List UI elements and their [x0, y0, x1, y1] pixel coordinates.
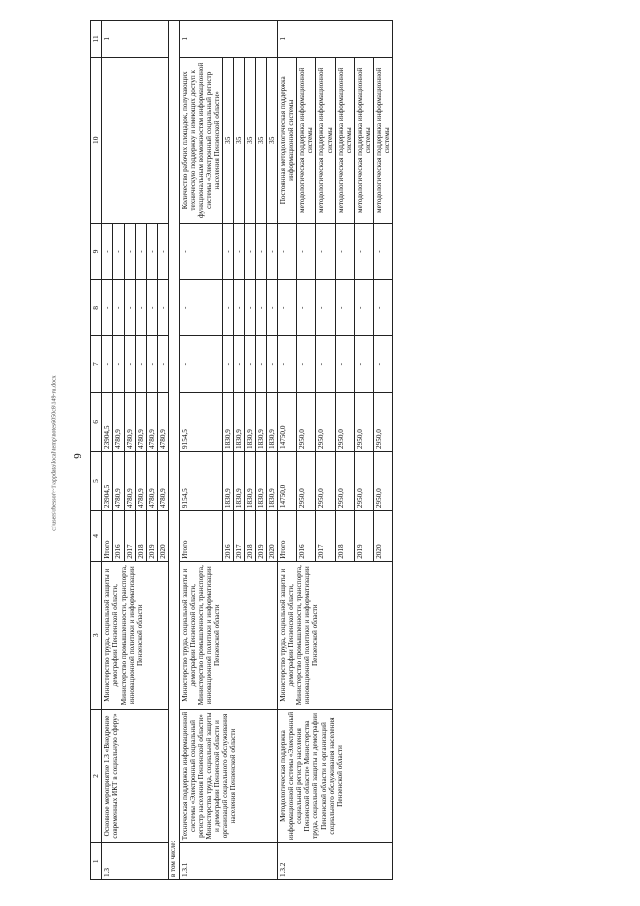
value-cell: - — [245, 223, 256, 279]
value-cell: - — [278, 223, 297, 279]
value-cell: 4780,9 — [135, 392, 146, 451]
value-cell: 23904,5 — [102, 451, 113, 510]
header-cell: 11 — [91, 21, 102, 58]
header-row — [91, 21, 102, 880]
value-cell: - — [373, 336, 392, 392]
year-cell: 2018 — [245, 511, 256, 562]
value-cell: 2950,0 — [354, 451, 373, 510]
indicator-cell — [102, 57, 168, 223]
value-cell: 2950,0 — [373, 392, 392, 451]
value-cell: - — [354, 223, 373, 279]
indicator-value: методологическая поддержка информационной системы — [354, 57, 373, 223]
table-row — [102, 21, 113, 880]
value-cell: 1830,9 — [245, 451, 256, 510]
value-cell: - — [222, 280, 233, 336]
activity-name: Методологическая поддержка информационной системы «Электронный социальный регистр населения Пензенской области» Министерства труда, социальной защиты и демографии Пензенской области и организаций социального обслуживания населения Пензенской области — [278, 709, 393, 843]
col11-cell: 1 — [278, 21, 393, 58]
indicator-value: Постоянная методологическая поддержка информационной системы — [278, 57, 297, 223]
year-cell: 2019 — [354, 511, 373, 562]
value-cell: 4780,9 — [113, 392, 124, 451]
value-cell: 9154,5 — [179, 451, 222, 510]
header-cell: 4 — [91, 511, 102, 562]
header-cell: 3 — [91, 561, 102, 709]
value-cell: - — [256, 280, 267, 336]
value-cell: - — [233, 336, 244, 392]
indicator-cell: Количество рабочих площадок, получающих техническую поддержку и имеющих доступ к функциональным возможностям информационной системы «Электронный социальный регистр населения Пензенской области» — [179, 57, 222, 223]
row-number: 1.3 — [102, 843, 168, 880]
col11-cell: 1 — [179, 21, 278, 58]
header-cell: 2 — [91, 709, 102, 843]
value-cell: - — [278, 280, 297, 336]
value-cell: - — [124, 223, 135, 279]
value-cell: - — [297, 280, 316, 336]
header-cell: 9 — [91, 223, 102, 279]
value-cell: - — [316, 223, 335, 279]
value-cell: 1830,9 — [233, 392, 244, 451]
value-cell: - — [113, 336, 124, 392]
value-cell: 14750,0 — [278, 392, 297, 451]
value-cell: 1830,9 — [267, 451, 278, 510]
value-cell: 1830,9 — [267, 392, 278, 451]
value-cell: 1830,9 — [256, 451, 267, 510]
value-cell: - — [267, 280, 278, 336]
value-cell: - — [335, 336, 354, 392]
value-cell: 14750,0 — [278, 451, 297, 510]
value-cell: - — [354, 280, 373, 336]
value-cell: 23904,5 — [102, 392, 113, 451]
year-cell: 2016 — [297, 511, 316, 562]
value-cell: - — [267, 336, 278, 392]
header-cell: 5 — [91, 451, 102, 510]
year-cell: 2017 — [233, 511, 244, 562]
value-cell: 2950,0 — [297, 392, 316, 451]
value-cell: 2950,0 — [316, 392, 335, 451]
year-cell: 2019 — [256, 511, 267, 562]
table-row — [278, 21, 297, 880]
indicator-value: методологическая поддержка информационной системы — [316, 57, 335, 223]
value-cell: 1830,9 — [233, 451, 244, 510]
value-cell: - — [146, 336, 157, 392]
row-number: 1.3.1 — [179, 843, 278, 880]
year-cell: 2018 — [135, 511, 146, 562]
page-number: 6 — [70, 453, 83, 459]
value-cell: - — [256, 223, 267, 279]
table-row — [179, 21, 222, 880]
value-cell: - — [179, 336, 222, 392]
value-cell: - — [124, 280, 135, 336]
value-cell: - — [373, 223, 392, 279]
value-cell: 1830,9 — [222, 392, 233, 451]
value-cell: - — [222, 336, 233, 392]
value-cell: 2950,0 — [335, 451, 354, 510]
value-cell: 2950,0 — [297, 451, 316, 510]
value-cell: - — [245, 280, 256, 336]
year-cell: Итого — [278, 511, 297, 562]
year-cell: 2017 — [316, 511, 335, 562]
executor: Министерство труда, социальной защиты и демографии Пензенской области, Министерство промышленности, транспорта, инновационной политики и информатизации Пензенской области — [278, 561, 393, 709]
value-cell: - — [113, 280, 124, 336]
value-cell: 4780,9 — [135, 451, 146, 510]
executor: Министерство труда, социальной защиты и демографии Пензенской области, Министерство промышленности, транспорта, инновационной политики и информатизации Пензенской области — [102, 561, 168, 709]
col11-cell: 1 — [102, 21, 168, 58]
value-cell: 1830,9 — [222, 451, 233, 510]
value-cell: - — [135, 223, 146, 279]
row-number: 1.3.2 — [278, 843, 393, 880]
value-cell: 4780,9 — [113, 451, 124, 510]
year-cell: 2017 — [124, 511, 135, 562]
rotated-table-sheet — [90, 20, 580, 880]
value-cell: - — [146, 223, 157, 279]
value-cell: - — [179, 223, 222, 279]
indicator-value: 35 — [267, 57, 278, 223]
year-cell: Итого — [102, 511, 113, 562]
value-cell: 1830,9 — [256, 392, 267, 451]
value-cell: 1830,9 — [245, 392, 256, 451]
value-cell: 4780,9 — [146, 451, 157, 510]
value-cell: - — [256, 336, 267, 392]
value-cell: 2950,0 — [316, 451, 335, 510]
value-cell: 2950,0 — [354, 392, 373, 451]
value-cell: - — [245, 336, 256, 392]
year-cell: 2020 — [373, 511, 392, 562]
value-cell: 9154,5 — [179, 392, 222, 451]
value-cell: 4780,9 — [124, 451, 135, 510]
program-table — [90, 20, 393, 880]
value-cell: 4780,9 — [124, 392, 135, 451]
year-cell: 2018 — [335, 511, 354, 562]
value-cell: - — [222, 223, 233, 279]
value-cell: - — [135, 280, 146, 336]
value-cell: - — [146, 280, 157, 336]
year-cell: Итого — [179, 511, 222, 562]
table-row — [168, 21, 179, 880]
header-cell: 7 — [91, 336, 102, 392]
value-cell: - — [102, 223, 113, 279]
year-cell: 2016 — [113, 511, 124, 562]
value-cell: - — [335, 280, 354, 336]
year-cell: 2016 — [222, 511, 233, 562]
year-cell: 2019 — [146, 511, 157, 562]
value-cell: - — [179, 280, 222, 336]
value-cell: - — [157, 280, 168, 336]
value-cell: - — [335, 223, 354, 279]
header-cell: 1 — [91, 843, 102, 880]
value-cell: 2950,0 — [373, 451, 392, 510]
value-cell: - — [233, 280, 244, 336]
value-cell: - — [278, 336, 297, 392]
header-cell: 8 — [91, 280, 102, 336]
value-cell: - — [316, 336, 335, 392]
value-cell: 4780,9 — [157, 451, 168, 510]
header-cell: 6 — [91, 392, 102, 451]
indicator-value: методологическая поддержка информационной системы — [373, 57, 392, 223]
value-cell: 2950,0 — [335, 392, 354, 451]
executor: Министерство труда, социальной защиты и демографии Пензенской области, Министерство промышленности, транспорта, инновационной политики и информатизации Пензенской области — [179, 561, 278, 709]
year-cell: 2020 — [267, 511, 278, 562]
activity-name: Техническая поддержка информационной системы «Электронный социальный регистр населения Пензенской области» Министерства труда, социальной защиты и демографии Пензенской области и организаций социального обслуживания населения Пензенской области — [179, 709, 278, 843]
including-label: в том числе: — [168, 21, 179, 880]
value-cell: - — [102, 280, 113, 336]
footer-file-path: c:\users\rbessor\~1\appdata\local\temp\notes6050c8\149-ru.docx — [51, 375, 58, 531]
value-cell: - — [267, 223, 278, 279]
value-cell: - — [157, 336, 168, 392]
value-cell: - — [297, 336, 316, 392]
indicator-value: 35 — [222, 57, 233, 223]
value-cell: - — [113, 223, 124, 279]
year-cell: 2020 — [157, 511, 168, 562]
indicator-value: 35 — [256, 57, 267, 223]
value-cell: - — [102, 336, 113, 392]
indicator-value: 35 — [233, 57, 244, 223]
value-cell: - — [135, 336, 146, 392]
value-cell: - — [297, 223, 316, 279]
indicator-value: методологическая поддержка информационной системы — [297, 57, 316, 223]
header-cell: 10 — [91, 57, 102, 223]
value-cell: - — [354, 336, 373, 392]
value-cell: - — [316, 280, 335, 336]
value-cell: - — [373, 280, 392, 336]
activity-name: Основное мероприятие 1.3 «Внедрение современных ИКТ в социальную сферу» — [102, 709, 168, 843]
value-cell: 4780,9 — [146, 392, 157, 451]
value-cell: - — [124, 336, 135, 392]
value-cell: - — [233, 223, 244, 279]
indicator-value: 35 — [245, 57, 256, 223]
value-cell: 4780,9 — [157, 392, 168, 451]
value-cell: - — [157, 223, 168, 279]
indicator-value: методологическая поддержка информационной системы — [335, 57, 354, 223]
